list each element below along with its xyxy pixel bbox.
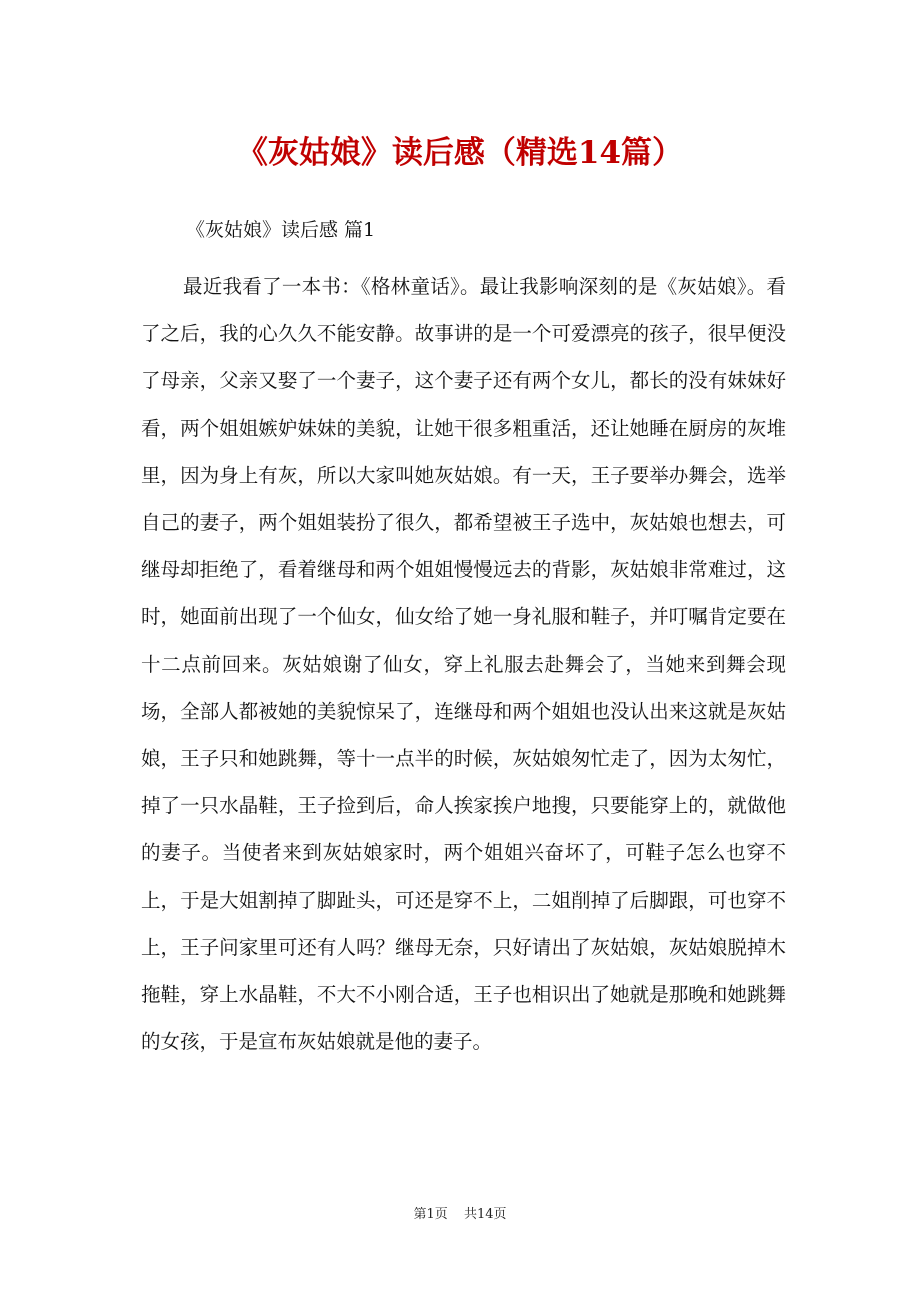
page-number: 第1页	[413, 1207, 448, 1222]
page-footer	[0, 1205, 920, 1225]
section-heading: 《灰姑娘》读后感 篇1	[186, 219, 376, 241]
body-paragraph: 最近我看了一本书：《格林童话》。最让我影响深刻的是《灰姑娘》。看了之后，我的心久久不能安静。故事讲的是一个可爱漂亮的孩子，很早便没了母亲，父亲又娶了一个妻子，这个妻子还有两个女儿，都长的没有妹妹好看，两个姐姐嫉妒妹妹的美貌，让她干很多粗重活，还让她睡在厨房的灰堆里，因为身上有灰，所以大家叫她灰姑娘。有一天，王子要举办舞会，选举自己的妻子，两个姐姐装扮了很久，都希望被王子选中，灰姑娘也想去，可继母却拒绝了，看着继母和两个姐姐慢慢远去的背影，灰姑娘非常难过，这时，她面前出现了一个仙女，仙女给了她一身礼服和鞋子，并叮嘱肯定要在十二点前回来。灰姑娘谢了仙女，穿上礼服去赴舞会了，当她来到舞会现场，全部人都被她的美貌惊呆了，连继母和两个姐姐也没认出来这就是灰姑娘，王子只和她跳舞，等十一点半的时候，灰姑娘匆忙走了，因为太匆忙，掉了一只水晶鞋，王子捡到后，命人挨家挨户地搜，只要能穿上的，就做他的妻子。当使者来到灰姑娘家时，两个姐姐兴奋坏了，可鞋子怎么也穿不上，于是大姐割掉了脚趾头，可还是穿不上，二姐削掉了后脚跟，可也穿不上，王子问家里可还有人吗？继母无奈，只好请出了灰姑娘，灰姑娘脱掉木拖鞋，穿上水晶鞋，不大不小刚合适，王子也相识出了她就是那晚和她跳舞的女孩，于是宣布灰姑娘就是他的妻子。	[141, 275, 786, 1054]
page-total: 共14页	[463, 1207, 507, 1222]
document-title: 《灰姑娘》读后感（精选14篇）	[236, 135, 684, 171]
